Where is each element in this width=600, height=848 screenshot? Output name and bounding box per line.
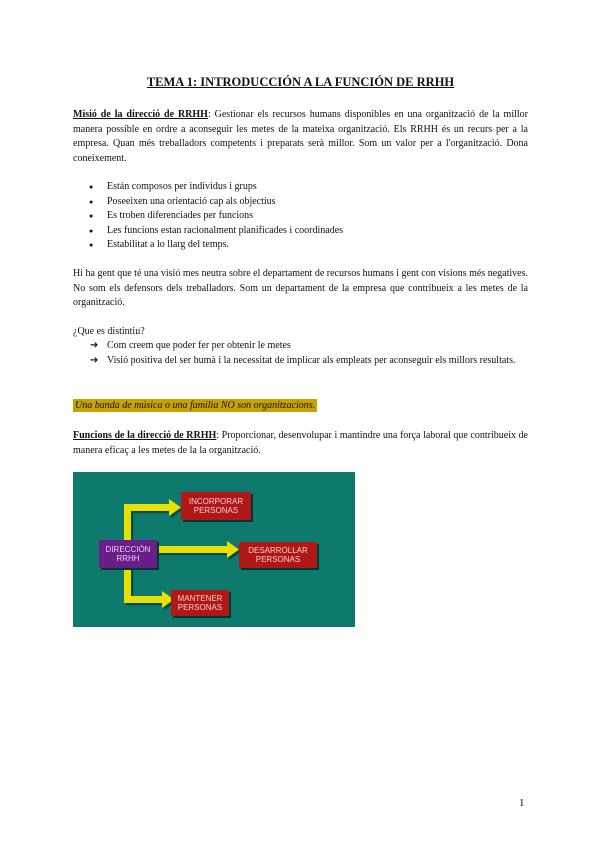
question-text: ¿Que es distintiu? bbox=[73, 326, 145, 337]
highlighted-note: Una banda de música o una familia NO son organitzacions. bbox=[75, 400, 316, 411]
center-box: DIRECCIÓN RRHH bbox=[99, 540, 157, 568]
funciones-paragraph bbox=[73, 429, 528, 458]
desarrollar-box: DESARROLLAR PERSONAS bbox=[239, 542, 317, 568]
list-item: ➔ Com creem que poder fer per obtenir le metes bbox=[73, 339, 528, 354]
funciones-text: : Proporcionar, desenvolupar i mantindre una força laboral que contribueix de manera eficaç a les metes de la la organització. bbox=[73, 430, 528, 456]
page-number: 1 bbox=[519, 797, 525, 809]
funciones-heading: Funcions de la direcció de RRHH bbox=[73, 430, 217, 441]
paragraph-2: Hi ha gent que té una visió mes neutra sobre el departament de recursos humans i gent con visions més negatives. No som els defensors dels treballadors. Som un departament de la empresa que contribueix a les metes de la organització. bbox=[73, 268, 528, 308]
document-title: TEMA 1: INTRODUCCIÓN A LA FUNCIÓN DE RRHH bbox=[146, 75, 455, 89]
mantener-box: MANTENER PERSONAS bbox=[171, 590, 229, 616]
mision-paragraph bbox=[73, 108, 528, 166]
rrhh-functions-diagram bbox=[73, 472, 355, 627]
arrow-head-top bbox=[169, 499, 181, 516]
list-item: ● Les funcions estan racionalment planificades i coordinades bbox=[73, 224, 343, 239]
arrow-head-middle bbox=[227, 541, 239, 558]
bullet-list bbox=[73, 180, 343, 253]
incorporar-box: INCORPORAR PERSONAS bbox=[181, 492, 251, 520]
list-item: ● Están composos per individus i grups bbox=[73, 180, 343, 195]
arrow-list bbox=[73, 339, 528, 368]
list-item: ● Es troben diferenciades per funcions bbox=[73, 209, 343, 224]
list-item: ➔ Visió positiva del ser humà i la necessitat de implicar als empleats per aconseguir els millors resultats. bbox=[73, 354, 528, 369]
arrow-branch-bottom bbox=[124, 596, 162, 603]
arrow-branch-middle bbox=[157, 546, 227, 553]
arrow-right-icon: ➔ bbox=[90, 354, 99, 366]
mision-heading: Misió de la direcció de RRHH bbox=[73, 109, 208, 120]
mision-text: : Gestionar els recursos humans disponibles en una organització de la millor manera possible en ordre a aconseguir les metes de la mateixa organització. Els RRHH és un recurs per a la empresa. Quan més treballadors competents i preparats serà millor. Som un valor per a l'organització. Dona coneixement. bbox=[73, 109, 529, 164]
arrow-branch-top bbox=[124, 504, 169, 511]
list-item: ● Poseeixen una orientació cap als objectius bbox=[73, 195, 343, 210]
list-item: ● Estabilitat a lo llarg del temps. bbox=[73, 238, 343, 253]
arrow-right-icon: ➔ bbox=[90, 340, 99, 351]
